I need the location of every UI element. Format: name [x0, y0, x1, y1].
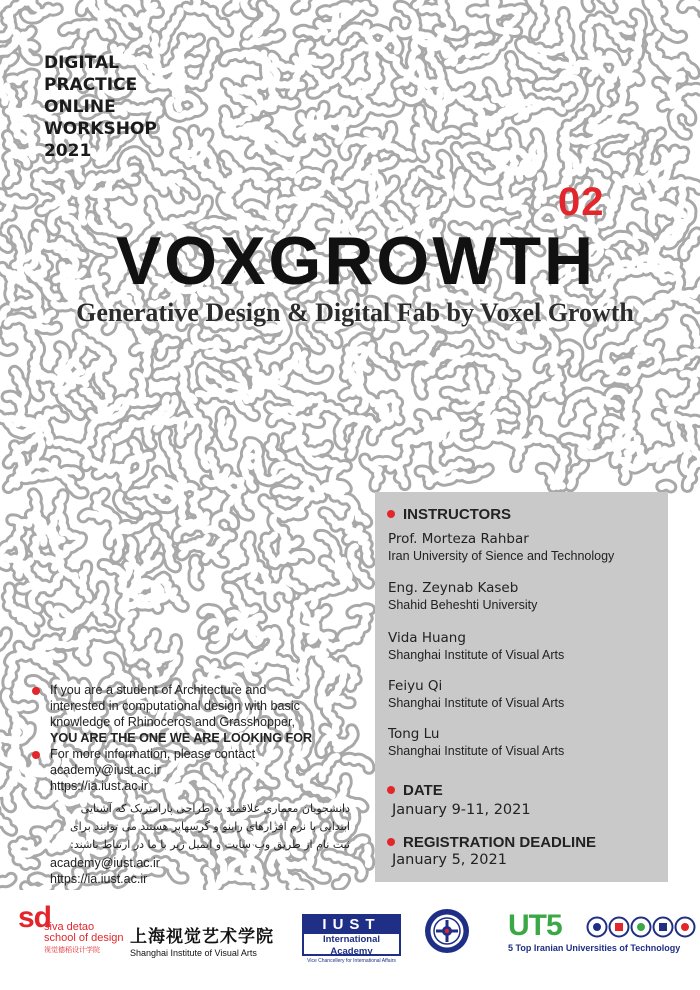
- date-heading-label: DATE: [403, 782, 443, 799]
- workshop-line: WORKSHOP: [44, 119, 157, 139]
- bullet-icon: [387, 510, 395, 518]
- bullet-icon: [387, 786, 395, 794]
- instructor-affiliation: Shanghai Institute of Visual Arts: [388, 744, 565, 758]
- farsi-line: دانشجویان معماری علاقمند به طراحی پارامتریک که آشنایی: [80, 802, 350, 815]
- instructor-affiliation: Shanghai Institute of Visual Arts: [388, 648, 565, 662]
- bullet-icon: [32, 687, 40, 695]
- iust-seal-icon: [424, 908, 470, 954]
- workshop-line: ONLINE: [44, 97, 116, 117]
- ut5-logo: [508, 909, 698, 962]
- instructor-name: Tong Lu: [388, 726, 440, 742]
- contact-email-link[interactable]: academy@iust.ac.ir: [50, 763, 161, 777]
- deadline-heading-label: REGISTRATION DEADLINE: [403, 834, 597, 851]
- bullet-icon: [32, 751, 40, 759]
- contact-label: For more information, please contact: [50, 747, 256, 761]
- iust-subtitle2: Vice Chancellery for International Affairs: [307, 958, 396, 964]
- info-emphasis: YOU ARE THE ONE WE ARE LOOKING FOR: [50, 731, 313, 745]
- instructor-name: Vida Huang: [388, 630, 466, 646]
- iust-title: IUST: [304, 916, 399, 934]
- eligibility-text: [30, 682, 340, 746]
- sd-line: siva detao: [44, 921, 95, 933]
- instructor-item: [388, 630, 564, 662]
- info-line: interested in computational design with basic: [50, 699, 300, 713]
- deadline-heading: [387, 834, 596, 851]
- siva-detao-logo: [18, 901, 124, 955]
- farsi-url-link[interactable]: https://ia.iust.ac.ir: [50, 872, 148, 886]
- workshop-line: DIGITAL: [44, 53, 119, 73]
- bullet-icon: [387, 838, 395, 846]
- instructor-name: Prof. Morteza Rahbar: [388, 531, 529, 547]
- workshop-label: [44, 52, 184, 162]
- instructor-affiliation: Shahid Beheshti University: [388, 598, 538, 612]
- workshop-line: 2021: [44, 141, 92, 161]
- instructor-affiliation: Iran University of Sience and Technology: [388, 549, 615, 563]
- farsi-line: ثبت نام از طریق وب سایت و ایمیل زیر با ما در ارتباط باشند:: [70, 838, 350, 851]
- instructor-affiliation: Shanghai Institute of Visual Arts: [388, 696, 565, 710]
- ut5-caption: 5 Top Iranian Universities of Technology: [508, 943, 681, 953]
- instructor-name: Eng. Zeynab Kaseb: [388, 580, 519, 596]
- date-value: January 9-11, 2021: [392, 802, 531, 818]
- instructor-item: [388, 678, 564, 710]
- iust-subtitle: International Academy: [322, 934, 380, 957]
- deadline-value: January 5, 2021: [392, 852, 507, 868]
- instructor-item: [388, 726, 564, 758]
- workshop-number: 02: [558, 180, 605, 224]
- shanghai-institute-logo: [130, 922, 280, 958]
- date-heading: [387, 782, 443, 799]
- ut5-mark-text: UT5: [508, 909, 562, 942]
- page-title: VOXGROWTH: [115, 223, 597, 299]
- instructor-name: Feiyu Qi: [388, 678, 443, 694]
- sd-chinese: 视觉德稻设计学院: [44, 946, 100, 954]
- details-panel: [375, 492, 668, 882]
- instructor-item: [388, 531, 614, 563]
- contact-url-link[interactable]: https://ia.iust.ac.ir: [50, 779, 148, 793]
- farsi-line: ابتدایی با نرم افزارهای راینو و گرسهاپر هستند می توانند برای: [70, 820, 350, 833]
- farsi-info-block: [30, 800, 350, 887]
- iust-academy-logo: [302, 914, 401, 964]
- contact-text: [30, 746, 340, 794]
- shanghai-english: Shanghai Institute of Visual Arts: [130, 948, 257, 958]
- instructors-heading: [387, 506, 511, 523]
- sd-mark: sd: [18, 901, 52, 934]
- info-line: knowledge of Rhinoceros and Grasshopper,: [50, 715, 296, 729]
- university-seals-icon: [586, 916, 696, 938]
- farsi-email-link[interactable]: academy@iust.ac.ir: [50, 856, 160, 870]
- instructors-heading-label: INSTRUCTORS: [403, 506, 512, 523]
- shanghai-chinese: 上海视觉艺术学院: [130, 927, 274, 947]
- instructor-item: [388, 580, 537, 612]
- info-block: [30, 682, 340, 794]
- page-subtitle: Generative Design & Digital Fab by Voxel Growth: [76, 298, 634, 327]
- sd-line: school of design: [44, 932, 124, 944]
- info-line: If you are a student of Architecture and: [50, 683, 267, 697]
- workshop-line: PRACTICE: [44, 75, 138, 95]
